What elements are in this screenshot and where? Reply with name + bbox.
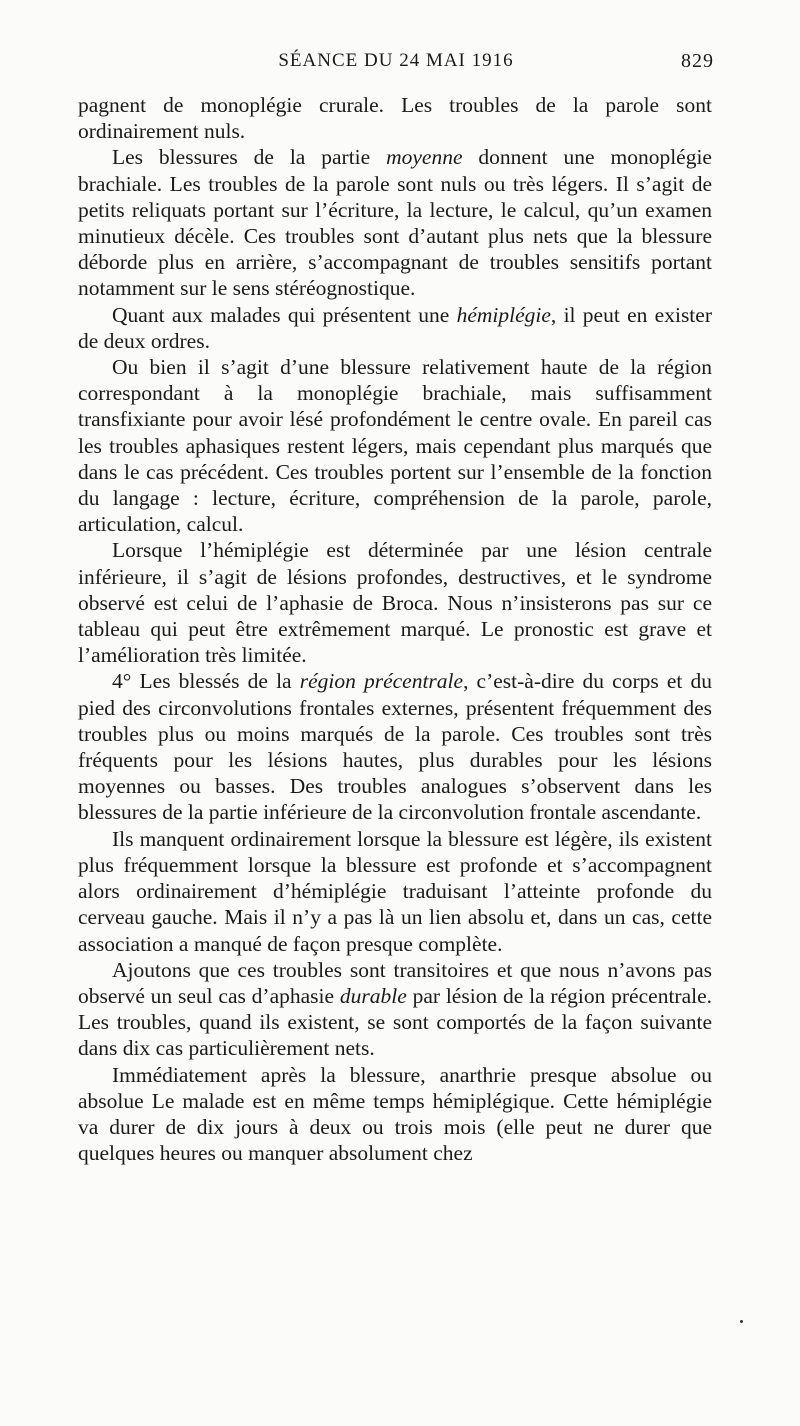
text-run: Ils manquent ordinairement lorsque la blessure est légère, ils existent plus fréquemment lorsque la blessure est profonde et s’accompagnent alors ordinairement d’hémiplégie traduisant l’atteinte profonde du cerveau gauche. Mais il n’y a pas là un lien absolu et, dans un cas, cette association a manqué de façon presque complète. [78, 826, 712, 956]
running-title: SÉANCE DU 24 MAI 1916 [278, 50, 514, 71]
italic-text-run: région précentrale [299, 669, 464, 694]
text-run: Ajoutons que ces troubles sont transitoires et que nous n’avons pas observé un seul cas d’aphasie [78, 957, 712, 1008]
paragraph [78, 92, 712, 144]
paragraph [78, 302, 712, 354]
paragraph [78, 144, 712, 301]
text-run: , il peut en exister de deux ordres. [78, 302, 712, 353]
paragraph [78, 537, 712, 668]
page-header [78, 50, 714, 80]
page-number: 829 [681, 50, 714, 72]
italic-text-run: moyenne [386, 145, 463, 170]
paragraph [78, 826, 712, 957]
paragraph [78, 1062, 712, 1167]
text-run: Ou bien il s’agit d’une blessure relativement haute de la région correspondant à la monoplégie brachiale, mais suffisamment transfixiante pour avoir lésé profondément le centre ovale. En pareil cas les troubles aphasiques restent légers, mais cependant plus marqués que dans le cas précédent. Ces troubles portent sur l’ensemble de la fonction du langage : lecture, écriture, compréhension de la parole, parole, articulation, calcul. [78, 355, 712, 537]
italic-text-run: durable [339, 983, 407, 1008]
text-run: 4° Les blessés de la [112, 669, 300, 694]
scan-speck [740, 1320, 743, 1323]
text-run: Immédiatement après la blessure, anarthrie presque absolue ou absolue Le malade est en même temps hémiplégique. Cette hémiplégie va durer de dix jours à deux ou trois mois (elle peut ne durer que quelques heures ou manquer absolument chez [78, 1062, 712, 1166]
text-run: donnent une monoplégie brachiale. Les troubles de la parole sont nuls ou très légers. Il s’agit de petits reliquats portant sur l’écriture, la lecture, le calcul, qu’un examen minutieux décèle. Ces troubles sont d’autant plus nets que la blessure déborde plus en arrière, s’accompagnant de troubles sensitifs portant notamment sur le sens stéréognostique. [78, 145, 712, 301]
paragraph [78, 668, 712, 825]
paragraph [78, 354, 712, 537]
text-run: pagnent de monoplégie crurale. Les troubles de la parole sont ordinairement nuls. [78, 93, 712, 144]
text-run: Quant aux malades qui présentent une [112, 302, 457, 327]
body-text [78, 92, 712, 1166]
paragraph [78, 957, 712, 1062]
text-run: par lésion de la région précentrale. Les troubles, quand ils existent, se sont comportés de la façon suivante dans dix cas particulièrement nets. [78, 983, 713, 1061]
text-run: Les blessures de la partie [112, 145, 387, 170]
text-run: , c’est-à-dire du corps et du pied des circonvolutions frontales externes, présentent fréquemment des troubles plus ou moins marqués de la parole. Ces troubles sont très fréquents pour les lésions hautes, plus durables pour les lésions moyennes ou basses. Des troubles analogues s’observent dans les blessures de la partie inférieure de la circonvolution frontale ascendante. [78, 669, 712, 825]
italic-text-run: hémiplégie [456, 302, 551, 327]
text-run: Lorsque l’hémiplégie est déterminée par une lésion centrale inférieure, il s’agit de lésions profondes, destructives, et le syndrome observé est celui de l’aphasie de Broca. Nous n’insisterons pas sur ce tableau qui peut être extrêmement marqué. Le pronostic est grave et l’amélioration très limitée. [78, 538, 712, 668]
